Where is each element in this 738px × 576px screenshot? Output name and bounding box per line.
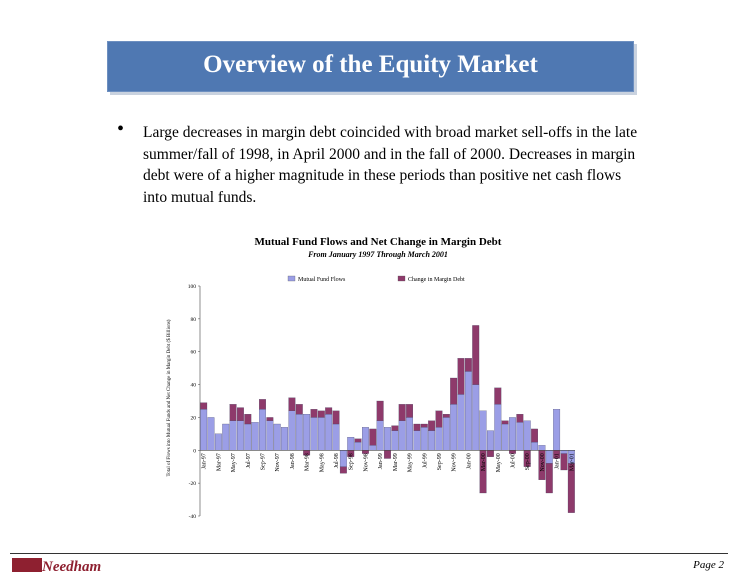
mutual-fund-margin-chart: [160, 228, 580, 533]
mutual-fund-bar: [222, 424, 229, 450]
margin-debt-bar: [406, 404, 413, 417]
margin-debt-bar: [392, 426, 399, 431]
mutual-fund-bar: [340, 450, 347, 466]
legend-swatch-mutual: [288, 276, 295, 281]
margin-debt-bar: [421, 424, 428, 427]
margin-debt-bar: [450, 378, 457, 404]
x-tick-label: Mar-01: [569, 453, 576, 472]
margin-debt-bar: [561, 454, 568, 470]
mutual-fund-bar: [384, 427, 391, 450]
mutual-fund-bar: [450, 404, 457, 450]
mutual-fund-bar: [362, 427, 369, 450]
x-tick-label: May-99: [407, 453, 414, 473]
mutual-fund-bar: [421, 427, 428, 450]
mutual-fund-bar: [325, 414, 332, 450]
mutual-fund-bar: [406, 417, 413, 450]
x-tick-label: Sep-97: [260, 453, 267, 471]
legend-label-mutual: Mutual Fund Flows: [298, 277, 346, 283]
margin-debt-bar: [362, 450, 369, 453]
mutual-fund-bar: [414, 431, 421, 451]
mutual-fund-bar: [524, 421, 531, 451]
mutual-fund-bar: [472, 385, 479, 451]
x-tick-label: Sep-99: [436, 453, 443, 471]
margin-debt-bar: [384, 450, 391, 458]
x-tick-label: Sep-00: [525, 453, 532, 471]
x-tick-label: Jan-98: [289, 453, 296, 470]
mutual-fund-bar: [487, 431, 494, 451]
x-tick-label: Mar-00: [481, 453, 488, 472]
y-tick-label: 40: [190, 382, 196, 389]
mutual-fund-bar: [553, 409, 560, 450]
margin-debt-bar: [546, 463, 553, 493]
margin-debt-bar: [377, 401, 384, 421]
x-tick-label: Jan-99: [378, 453, 385, 470]
legend-swatch-margin: [398, 276, 405, 281]
mutual-fund-bar: [392, 431, 399, 451]
margin-debt-bar: [340, 467, 347, 474]
slide-title: Overview of the Equity Market: [203, 51, 538, 78]
needham-logo: [12, 556, 130, 574]
legend-label-margin: Change in Margin Debt: [408, 277, 465, 283]
mutual-fund-bar: [208, 417, 215, 450]
margin-debt-bar: [531, 429, 538, 442]
margin-debt-bar: [296, 404, 303, 414]
margin-debt-bar: [325, 408, 332, 415]
mutual-fund-bar: [539, 445, 546, 450]
x-tick-label: Jan-00: [466, 453, 473, 470]
margin-debt-bar: [502, 421, 509, 424]
y-tick-label: 60: [190, 349, 196, 356]
mutual-fund-bar: [333, 424, 340, 450]
x-tick-label: Nov-98: [363, 453, 370, 472]
margin-debt-bar: [230, 404, 237, 420]
mutual-fund-bar: [347, 437, 354, 450]
mutual-fund-bar: [252, 422, 259, 450]
mutual-fund-bar: [428, 431, 435, 451]
mutual-fund-bar: [443, 417, 450, 450]
x-tick-label: Sep-98: [348, 453, 355, 471]
mutual-fund-bar: [517, 422, 524, 450]
y-tick-label: 20: [190, 415, 196, 422]
mutual-fund-bar: [259, 409, 266, 450]
x-tick-label: Nov-97: [275, 453, 282, 472]
margin-debt-bar: [267, 417, 274, 420]
margin-debt-bar: [399, 404, 406, 420]
mutual-fund-bar: [561, 450, 568, 453]
margin-debt-bar: [428, 421, 435, 431]
x-tick-label: Jul-99: [422, 453, 429, 469]
margin-debt-bar: [311, 409, 318, 417]
x-tick-label: Jul-97: [245, 453, 252, 469]
chart-subtitle: From January 1997 Through March 2001: [308, 250, 448, 259]
margin-debt-bar: [318, 411, 325, 418]
mutual-fund-bar: [274, 424, 281, 450]
x-tick-label: Jan-01: [554, 453, 561, 470]
margin-debt-bar: [494, 388, 501, 404]
x-tick-label: Nov-99: [451, 453, 458, 472]
mutual-fund-bar: [200, 409, 207, 450]
margin-debt-bar: [487, 450, 494, 457]
mutual-fund-bar: [465, 371, 472, 450]
mutual-fund-bar: [509, 417, 516, 450]
x-tick-label: May-00: [495, 453, 502, 473]
mutual-fund-bar: [458, 394, 465, 450]
x-tick-label: Mar-98: [304, 453, 311, 472]
margin-debt-bar: [259, 399, 266, 409]
mutual-fund-bar: [502, 424, 509, 450]
margin-debt-bar: [289, 398, 296, 411]
margin-debt-bar: [472, 325, 479, 384]
x-tick-label: Mar-99: [392, 453, 399, 472]
mutual-fund-bar: [244, 424, 251, 450]
mutual-fund-bar: [215, 434, 222, 450]
page-number: Page 2: [693, 559, 724, 571]
chart-title: Mutual Fund Flows and Net Change in Margin Debt: [254, 236, 502, 248]
y-tick-label: 0: [193, 448, 196, 455]
mutual-fund-bar: [369, 445, 376, 450]
y-tick-label: 100: [187, 284, 196, 290]
x-tick-label: Nov-00: [539, 453, 546, 472]
margin-debt-bar: [517, 414, 524, 422]
y-tick-label: -20: [188, 481, 196, 488]
mutual-fund-bar: [480, 411, 487, 450]
mutual-fund-bar: [355, 442, 362, 450]
margin-debt-bar: [509, 450, 516, 453]
margin-debt-bar: [369, 429, 376, 445]
y-tick-label: -40: [188, 514, 196, 520]
margin-debt-bar: [237, 408, 244, 421]
mutual-fund-bar: [377, 421, 384, 451]
mutual-fund-bar: [237, 421, 244, 451]
mutual-fund-bar: [267, 421, 274, 451]
y-axis-label: Total of Flows into Mutual Funds and Net Change in Margin Debt ($ Billions): [167, 319, 172, 477]
x-tick-label: Mar-97: [216, 453, 223, 472]
mutual-fund-bar: [494, 404, 501, 450]
title-banner: [107, 41, 634, 92]
mutual-fund-bar: [289, 411, 296, 450]
mutual-fund-bar: [281, 427, 288, 450]
x-tick-label: May-98: [319, 453, 326, 473]
footer-divider: [10, 553, 728, 554]
mutual-fund-bar: [230, 421, 237, 451]
mutual-fund-bar: [318, 417, 325, 450]
mutual-fund-bar: [303, 414, 310, 450]
mutual-fund-bar: [546, 450, 553, 463]
mutual-fund-bar: [436, 427, 443, 450]
margin-debt-bar: [355, 439, 362, 442]
margin-debt-bar: [414, 424, 421, 431]
svg-text:Needham: Needham: [42, 559, 102, 574]
margin-debt-bar: [436, 411, 443, 427]
mutual-fund-bar: [311, 417, 318, 450]
margin-debt-bar: [244, 414, 251, 424]
x-tick-label: Jan-97: [201, 453, 208, 470]
mutual-fund-bar: [399, 421, 406, 451]
mutual-fund-bar: [296, 414, 303, 450]
bullet-text: Large decreases in margin debt coincided with broad market sell-offs in the late summer/fall of 1998, in April 2000 and in the fall of 2000. Decreases in margin debt were of a higher magnitude in these periods than positive net cash flows into mutual funds.: [143, 124, 638, 206]
x-tick-label: May-97: [231, 453, 238, 473]
y-tick-label: 80: [190, 316, 196, 323]
margin-debt-bar: [458, 358, 465, 394]
margin-debt-bar: [443, 414, 450, 417]
margin-debt-bar: [200, 403, 207, 410]
bullet-marker: •: [117, 118, 125, 140]
x-tick-label: Jul-98: [334, 453, 341, 469]
margin-debt-bar: [465, 358, 472, 371]
x-tick-label: Jul-00: [510, 453, 517, 469]
margin-debt-bar: [333, 411, 340, 424]
chart-legend: [288, 276, 465, 283]
mutual-fund-bar: [531, 442, 538, 450]
